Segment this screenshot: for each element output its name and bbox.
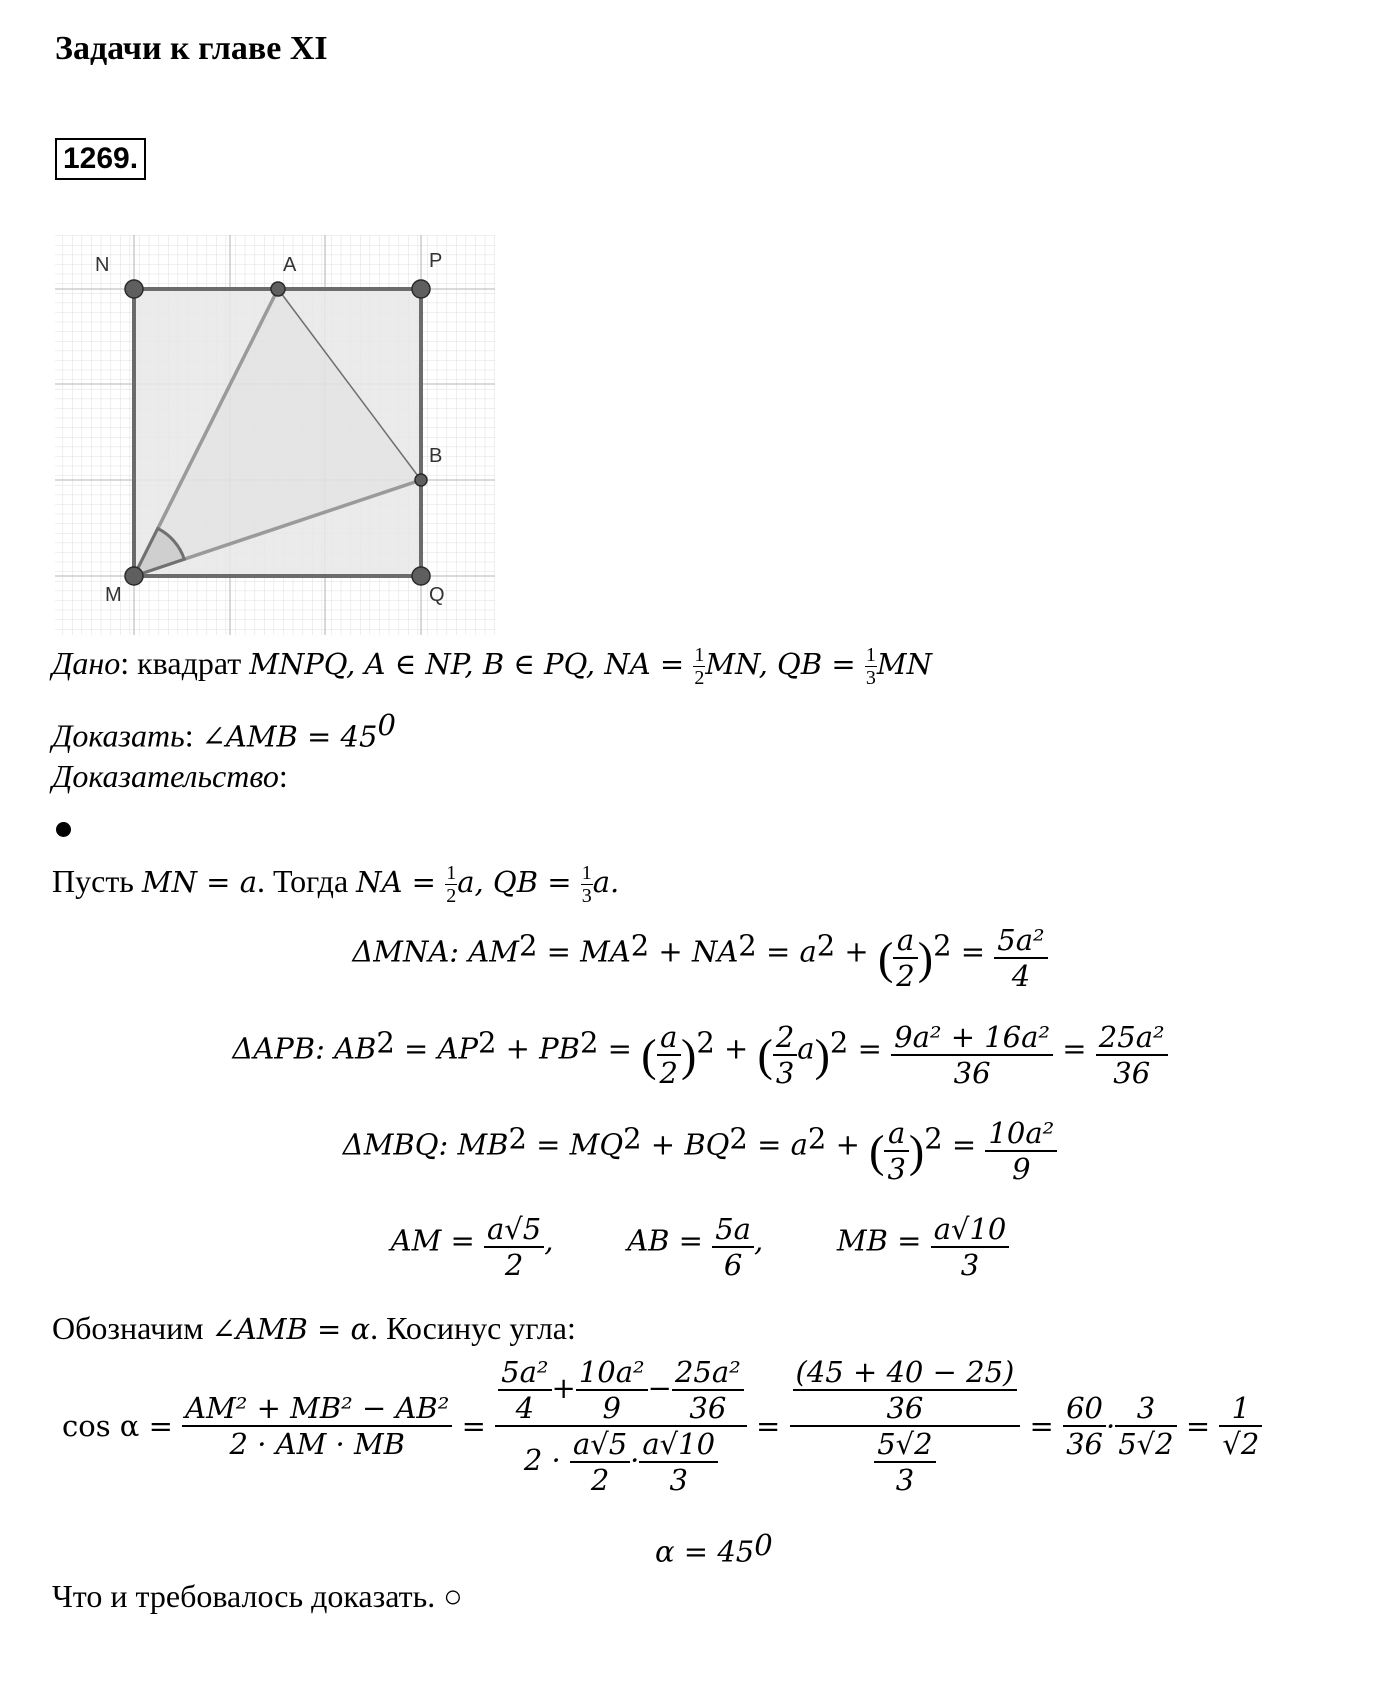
cosine-equation: cos α = $\frac{\text{AM² + MB² − AB²}}{2 \cdot AM \cdot MB}$ = $\frac{\text{5a²}}{4}$ + $\frac{\text{10a²}}{9}$ − $\frac{\text{25a²}}{36}$ 2 · $\frac{a√5}{2}$ · $\frac{a√10}{3}$ = $\frac{\frac{(45 + 40 - 25)}{36}}{\frac{5√2}{3}}$ = $\frac{60}{36}$ · $\frac{3}{5√2}$ = $\frac{1}{√2}$ bbox=[62, 1355, 1382, 1497]
given-math-1: MNPQ, A ∈ NP, B ∈ PQ, NA = bbox=[249, 646, 694, 681]
prove-label: Доказать bbox=[52, 717, 185, 754]
let-fraction-half: $\frac{1}{2}$ bbox=[446, 862, 457, 907]
point-m bbox=[125, 567, 143, 585]
equation-mna: ΔMNA: $AM^2 = MA^2 + NA^2 = a^2$ + ( $\frac{a}{2}$ )$^2$ = $\frac{\text{5a²}}{4}$ bbox=[0, 923, 1400, 993]
cos-final-fraction: $\frac{1}{√2}$ bbox=[1219, 1391, 1262, 1461]
prove-line: Доказать: ∠AMB = $45^0$ bbox=[52, 708, 396, 754]
label-b: B bbox=[429, 445, 443, 467]
label-m: M bbox=[105, 584, 122, 606]
point-a bbox=[271, 282, 285, 296]
equation-apb: ΔAPB: $AB^2 = AP^2 + PB^2$ = ( $\frac{a}{2}$ )$^2$ + ( $\frac{2}{3}$ a)$^2$ = $\frac{\text{9a² + 16a²}}{36}$ = $\frac{\text{25a²}}{36}$ bbox=[0, 1020, 1400, 1090]
square-figure bbox=[55, 235, 495, 635]
chapter-heading: Задачи к главе XI bbox=[55, 30, 328, 67]
label-p: P bbox=[429, 250, 443, 272]
label-a: A bbox=[283, 254, 297, 276]
given-math-3: MN bbox=[876, 646, 932, 681]
given-fraction-half: $\frac{1}{2}$ bbox=[694, 644, 705, 689]
cos-substituted-fraction: $\frac{\text{5a²}}{4}$ + $\frac{\text{10a²}}{9}$ − $\frac{\text{25a²}}{36}$ 2 · $\frac{a√5}{2}$ · $\frac{a√10}{3}$ bbox=[495, 1355, 747, 1497]
given-text: : квадрат bbox=[120, 644, 250, 681]
prove-math: ∠AMB = 45 bbox=[201, 719, 378, 754]
label-n: N bbox=[95, 254, 110, 276]
bullet-point bbox=[56, 822, 71, 837]
equation-mbq: ΔMBQ: $MB^2 = MQ^2 + BQ^2 = a^2$ + ( $\frac{a}{3}$ )$^2$ = $\frac{\text{10a²}}{9}$ bbox=[0, 1116, 1400, 1186]
given-label: Дано bbox=[52, 644, 121, 681]
point-p bbox=[412, 280, 430, 298]
cos-simplified-fraction: $\frac{\frac{(45 + 40 - 25)}{36}}{\frac{5√2}{3}}$ bbox=[790, 1355, 1021, 1497]
given-fraction-third: $\frac{1}{3}$ bbox=[865, 644, 876, 689]
alpha-result: $\alpha = 45^0$ bbox=[655, 1528, 773, 1569]
denote-line: Обозначим ∠AMB = α. Косинус угла: bbox=[52, 1310, 576, 1346]
problem-number: 1269. bbox=[55, 138, 146, 180]
conclusion-line: Что и требовалось доказать. ○ bbox=[52, 1578, 463, 1614]
mna-result-fraction: $\frac{\text{5a²}}{4}$ bbox=[994, 923, 1047, 993]
side-lengths: AM = $\frac{a√5}{2}$ , AB = $\frac{5a}{6}$ , MB = $\frac{a√10}{3}$ bbox=[0, 1212, 1400, 1282]
given-math-2: MN, QB = bbox=[705, 646, 865, 681]
point-q bbox=[412, 567, 430, 585]
point-b bbox=[415, 474, 427, 486]
cos-law-fraction: $\frac{\text{AM² + MB² − AB²}}{2 \cdot AM \cdot MB}$ bbox=[182, 1391, 452, 1461]
proof-heading: Доказательство: bbox=[52, 758, 288, 794]
label-q: Q bbox=[429, 584, 445, 606]
given-line bbox=[52, 644, 932, 689]
let-line: Пусть MN = a. Тогда NA = $\frac{1}{2}$ a, QB = $\frac{1}{3}$ a. bbox=[52, 862, 620, 907]
point-n bbox=[125, 280, 143, 298]
let-fraction-third: $\frac{1}{3}$ bbox=[581, 862, 592, 907]
